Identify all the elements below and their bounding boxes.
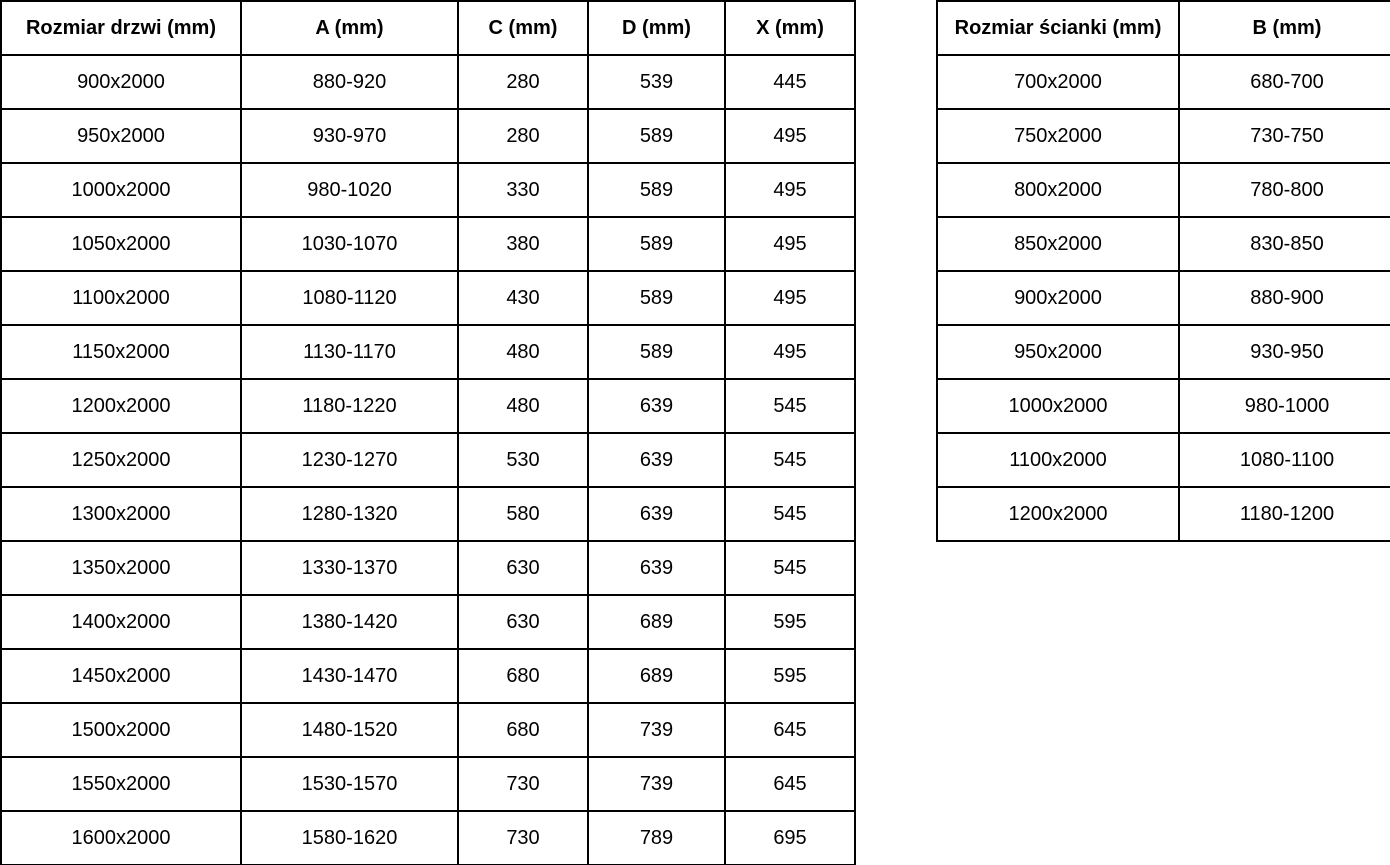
table-cell: 739 — [588, 757, 725, 811]
table-cell: 1000x2000 — [937, 379, 1179, 433]
table-cell: 695 — [725, 811, 855, 865]
table-cell: 739 — [588, 703, 725, 757]
table-row — [1, 703, 855, 757]
table-cell: 880-920 — [241, 55, 458, 109]
table-row — [1, 649, 855, 703]
table-row — [937, 325, 1390, 379]
table-cell: 1550x2000 — [1, 757, 241, 811]
column-header: Rozmiar drzwi (mm) — [1, 1, 241, 55]
table-cell: 680 — [458, 703, 588, 757]
table-cell: 380 — [458, 217, 588, 271]
table-row — [1, 271, 855, 325]
table-cell: 430 — [458, 271, 588, 325]
column-header: C (mm) — [458, 1, 588, 55]
table-cell: 1100x2000 — [937, 433, 1179, 487]
table-cell: 1150x2000 — [1, 325, 241, 379]
wall-table-body — [937, 55, 1390, 541]
table-cell: 1380-1420 — [241, 595, 458, 649]
table-cell: 589 — [588, 271, 725, 325]
table-cell: 539 — [588, 55, 725, 109]
table-cell: 639 — [588, 379, 725, 433]
table-cell: 730 — [458, 757, 588, 811]
table-cell: 700x2000 — [937, 55, 1179, 109]
table-row — [937, 271, 1390, 325]
table-cell: 639 — [588, 541, 725, 595]
table-cell: 780-800 — [1179, 163, 1390, 217]
table-cell: 950x2000 — [937, 325, 1179, 379]
table-cell: 1180-1200 — [1179, 487, 1390, 541]
table-row — [1, 487, 855, 541]
table-cell: 589 — [588, 217, 725, 271]
wall-sizes-table — [936, 0, 1390, 542]
table-row — [1, 109, 855, 163]
table-cell: 730 — [458, 811, 588, 865]
table-cell: 1230-1270 — [241, 433, 458, 487]
wall-table-header — [937, 1, 1390, 55]
table-cell: 480 — [458, 325, 588, 379]
table-row — [1, 811, 855, 865]
table-cell: 445 — [725, 55, 855, 109]
table-row — [937, 433, 1390, 487]
table-row — [937, 55, 1390, 109]
table-row — [1, 55, 855, 109]
table-cell: 580 — [458, 487, 588, 541]
table-cell: 645 — [725, 703, 855, 757]
table-cell: 1580-1620 — [241, 811, 458, 865]
table-cell: 880-900 — [1179, 271, 1390, 325]
table-row — [1, 433, 855, 487]
column-header: D (mm) — [588, 1, 725, 55]
table-cell: 545 — [725, 433, 855, 487]
column-header: A (mm) — [241, 1, 458, 55]
table-cell: 750x2000 — [937, 109, 1179, 163]
table-cell: 680 — [458, 649, 588, 703]
table-cell: 1050x2000 — [1, 217, 241, 271]
table-cell: 900x2000 — [937, 271, 1179, 325]
table-cell: 280 — [458, 55, 588, 109]
table-cell: 1350x2000 — [1, 541, 241, 595]
table-row — [1, 163, 855, 217]
table-cell: 950x2000 — [1, 109, 241, 163]
table-cell: 495 — [725, 109, 855, 163]
table-cell: 589 — [588, 163, 725, 217]
table-cell: 1600x2000 — [1, 811, 241, 865]
table-cell: 1080-1120 — [241, 271, 458, 325]
table-row — [937, 163, 1390, 217]
table-cell: 495 — [725, 217, 855, 271]
table-row — [1, 217, 855, 271]
table-cell: 1100x2000 — [1, 271, 241, 325]
table-cell: 545 — [725, 487, 855, 541]
table-cell: 1200x2000 — [1, 379, 241, 433]
table-cell: 545 — [725, 379, 855, 433]
table-row — [1, 595, 855, 649]
table-cell: 495 — [725, 163, 855, 217]
table-cell: 1400x2000 — [1, 595, 241, 649]
door-table-body — [1, 55, 855, 865]
table-cell: 495 — [725, 325, 855, 379]
table-cell: 595 — [725, 649, 855, 703]
header-row — [1, 1, 855, 55]
table-cell: 639 — [588, 433, 725, 487]
table-cell: 689 — [588, 649, 725, 703]
table-cell: 530 — [458, 433, 588, 487]
table-row — [937, 487, 1390, 541]
table-cell: 930-950 — [1179, 325, 1390, 379]
table-cell: 280 — [458, 109, 588, 163]
table-cell: 800x2000 — [937, 163, 1179, 217]
table-cell: 545 — [725, 541, 855, 595]
table-cell: 850x2000 — [937, 217, 1179, 271]
table-cell: 1300x2000 — [1, 487, 241, 541]
table-cell: 495 — [725, 271, 855, 325]
table-cell: 1430-1470 — [241, 649, 458, 703]
table-cell: 1500x2000 — [1, 703, 241, 757]
table-cell: 630 — [458, 541, 588, 595]
column-header: B (mm) — [1179, 1, 1390, 55]
table-row — [1, 325, 855, 379]
table-row — [937, 379, 1390, 433]
table-cell: 1000x2000 — [1, 163, 241, 217]
table-cell: 900x2000 — [1, 55, 241, 109]
door-table-header — [1, 1, 855, 55]
table-cell: 1530-1570 — [241, 757, 458, 811]
table-cell: 830-850 — [1179, 217, 1390, 271]
table-cell: 1250x2000 — [1, 433, 241, 487]
table-cell: 980-1020 — [241, 163, 458, 217]
table-cell: 730-750 — [1179, 109, 1390, 163]
column-header: X (mm) — [725, 1, 855, 55]
table-cell: 595 — [725, 595, 855, 649]
column-header: Rozmiar ścianki (mm) — [937, 1, 1179, 55]
table-cell: 789 — [588, 811, 725, 865]
table-cell: 1030-1070 — [241, 217, 458, 271]
table-cell: 689 — [588, 595, 725, 649]
table-cell: 630 — [458, 595, 588, 649]
table-cell: 930-970 — [241, 109, 458, 163]
table-cell: 1480-1520 — [241, 703, 458, 757]
table-cell: 589 — [588, 325, 725, 379]
header-row — [937, 1, 1390, 55]
table-cell: 1330-1370 — [241, 541, 458, 595]
table-cell: 645 — [725, 757, 855, 811]
table-row — [1, 757, 855, 811]
table-cell: 1080-1100 — [1179, 433, 1390, 487]
table-row — [1, 379, 855, 433]
table-cell: 330 — [458, 163, 588, 217]
table-cell: 1200x2000 — [937, 487, 1179, 541]
table-cell: 1450x2000 — [1, 649, 241, 703]
table-cell: 589 — [588, 109, 725, 163]
table-cell: 1180-1220 — [241, 379, 458, 433]
table-cell: 480 — [458, 379, 588, 433]
table-row — [937, 109, 1390, 163]
table-row — [1, 541, 855, 595]
table-cell: 1130-1170 — [241, 325, 458, 379]
table-cell: 1280-1320 — [241, 487, 458, 541]
table-cell: 980-1000 — [1179, 379, 1390, 433]
table-row — [937, 217, 1390, 271]
table-cell: 639 — [588, 487, 725, 541]
table-cell: 680-700 — [1179, 55, 1390, 109]
